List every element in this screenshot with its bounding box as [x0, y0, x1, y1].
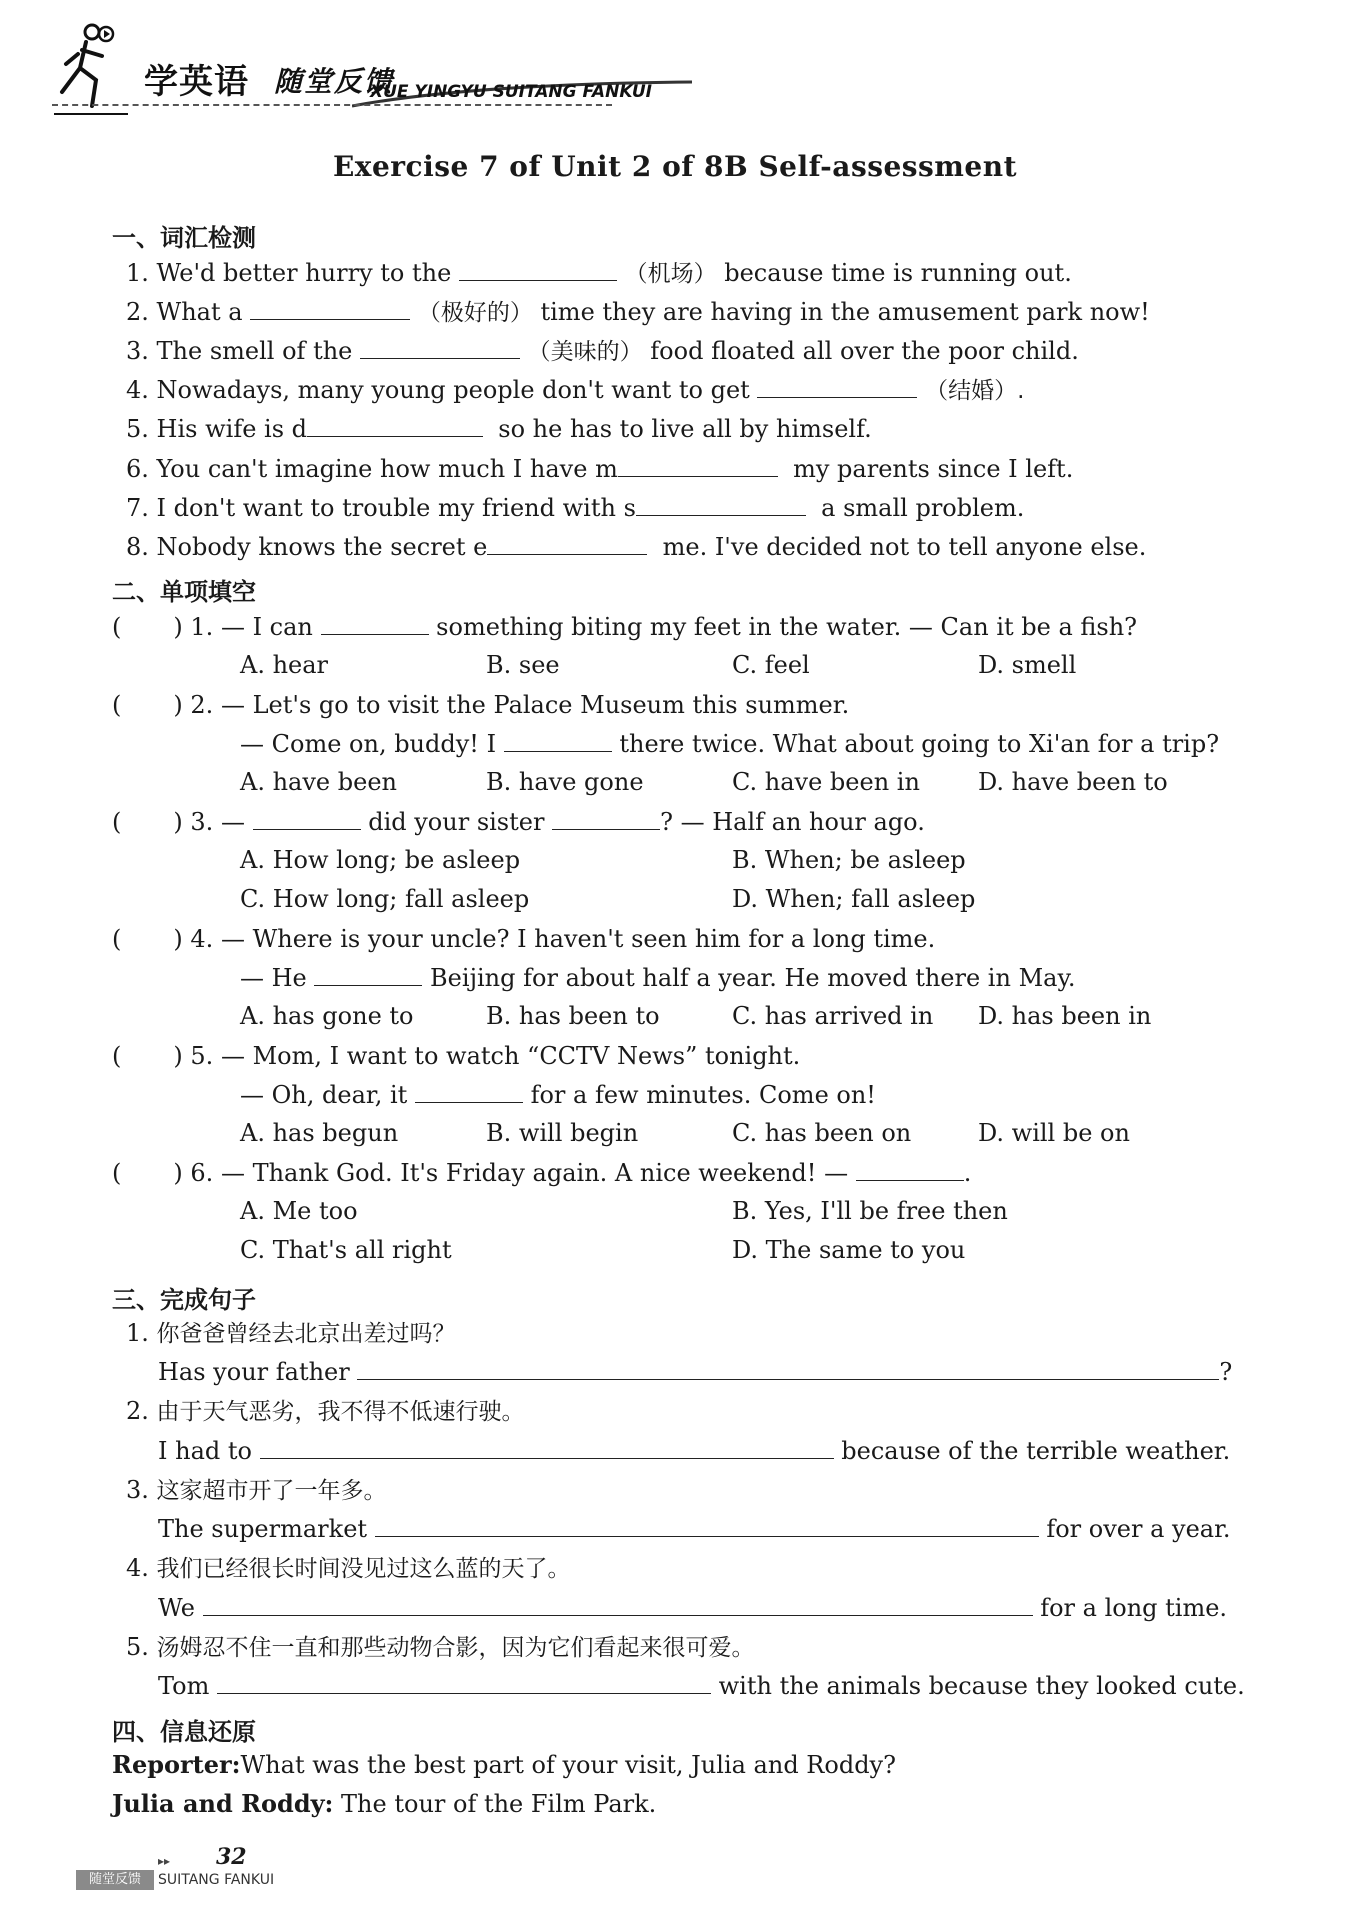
option-d: D. smell [978, 651, 1077, 679]
question-text: — Where is your uncle? I haven't seen him for a long time. [220, 925, 936, 953]
option-d: D. will be on [978, 1119, 1130, 1147]
item-text: The smell of the [156, 337, 353, 365]
complete-item-1-prompt [126, 1318, 456, 1349]
item-text: my parents since I left. [793, 455, 1074, 483]
option-c: C. has been on [732, 1119, 912, 1147]
question-text: something biting my feet in the water. — Can it be a fish? [436, 613, 1138, 641]
question-text: — Oh, dear, it [240, 1081, 408, 1109]
question-text: — [220, 808, 245, 836]
question-number: 4. [190, 925, 214, 953]
sentence-end: for a long time. [1040, 1594, 1228, 1622]
option-b: B. have gone [486, 768, 644, 796]
question-text: — Come on, buddy! I [240, 730, 497, 758]
item-text: a small problem. [821, 494, 1025, 522]
item-text: Nowadays, many young people don't want to get [156, 376, 750, 404]
chinese-hint: （结婚）. [925, 378, 1025, 404]
option-b: B. When; be asleep [732, 846, 966, 874]
complete-item-5-answer [158, 1671, 1245, 1701]
item-text: food floated all over the poor child. [650, 337, 1079, 365]
sentence-start: The supermarket [158, 1515, 368, 1543]
answer-paren-right[interactable]: ) [173, 925, 183, 953]
chinese-hint: （机场） [624, 261, 717, 287]
chinese-prompt: 我们已经很长时间没见过这么蓝的天了。 [156, 1556, 571, 1582]
question-text: . [963, 1159, 972, 1187]
mc-question-2 [112, 690, 849, 720]
sentence-start: I had to [158, 1437, 252, 1465]
item-number: 4. [126, 376, 149, 404]
item-text: We'd better hurry to the [156, 259, 452, 287]
complete-item-4-answer [158, 1593, 1227, 1623]
section-vocabulary-heading: 一、词汇检测 [112, 224, 256, 252]
item-text: time they are having in the amusement park now! [540, 298, 1150, 326]
item-text: You can't imagine how much I have m [156, 455, 618, 483]
answer-blank[interactable] [250, 297, 410, 320]
question-text: for a few minutes. Come on! [530, 1081, 876, 1109]
complete-item-5-prompt [126, 1632, 755, 1663]
question-text: — Thank God. It's Friday again. A nice weekend! — [220, 1159, 849, 1187]
brand-chinese-subtitle: 随堂反馈 [274, 65, 395, 98]
header-divider [52, 104, 612, 106]
complete-item-3-prompt [126, 1475, 387, 1506]
brand-pinyin-title: XUE YINGYU SUITANG FANKUI [370, 82, 653, 102]
answer-blank[interactable] [321, 612, 429, 635]
item-text: What a [156, 298, 243, 326]
vocab-item-3 [126, 336, 1079, 367]
option-c: C. have been in [732, 768, 920, 796]
answer-blank[interactable] [757, 375, 917, 398]
option-b: B. Yes, I'll be free then [732, 1197, 1008, 1225]
answer-blank[interactable] [636, 493, 806, 516]
answer-blank[interactable] [253, 807, 361, 830]
item-text: me. I've decided not to tell anyone else. [662, 533, 1147, 561]
item-number: 8. [126, 533, 149, 561]
mc-question-6 [112, 1158, 971, 1188]
complete-item-2-prompt [126, 1396, 525, 1427]
sentence-start: We [158, 1594, 195, 1622]
vocab-item-1 [126, 258, 1072, 289]
option-a: A. has begun [240, 1119, 399, 1147]
question-number: 2. [190, 691, 214, 719]
answer-paren-left[interactable]: ( [112, 925, 122, 953]
option-d: D. When; fall asleep [732, 885, 976, 913]
chinese-hint: （极好的） [417, 300, 533, 326]
option-c: C. That's all right [240, 1236, 452, 1264]
answer-paren-right[interactable]: ) [173, 1042, 183, 1070]
vocab-item-4 [126, 375, 1024, 406]
option-d: D. has been in [978, 1002, 1152, 1030]
mc-question-4-line-2 [240, 963, 1075, 993]
mc-question-4 [112, 924, 935, 954]
answer-blank[interactable] [504, 729, 612, 752]
mc-question-1 [112, 612, 1137, 642]
dialogue-line-1 [112, 1750, 896, 1780]
vocab-item-6 [126, 454, 1073, 484]
sentence-end: for over a year. [1046, 1515, 1231, 1543]
vocab-item-8 [126, 532, 1146, 562]
chinese-prompt: 由于天气恶劣，我不得不低速行驶。 [156, 1399, 525, 1425]
question-number: 6. [190, 1159, 214, 1187]
item-text: I don't want to trouble my friend with s [156, 494, 636, 522]
vocab-item-7 [126, 493, 1024, 523]
answer-blank[interactable] [375, 1514, 1039, 1537]
dialogue-text: What was the best part of your visit, Julia and Roddy? [240, 1751, 896, 1779]
complete-item-3-answer [158, 1514, 1231, 1544]
item-text: Nobody knows the secret e [156, 533, 488, 561]
section-complete-sentences-heading: 三、完成句子 [112, 1286, 256, 1314]
sentence-end: with the animals because they looked cute. [718, 1672, 1245, 1700]
answer-blank[interactable] [459, 258, 617, 281]
answer-paren-left[interactable]: ( [112, 613, 122, 641]
answer-blank[interactable] [856, 1158, 964, 1181]
complete-item-4-prompt [126, 1553, 571, 1584]
answer-paren-left[interactable]: ( [112, 808, 122, 836]
option-d: D. The same to you [732, 1236, 966, 1264]
question-text: — I can [220, 613, 313, 641]
speaker-name: Reporter: [112, 1750, 241, 1779]
option-a: A. have been [240, 768, 397, 796]
answer-blank[interactable] [260, 1436, 834, 1459]
item-number: 1. [126, 1319, 149, 1347]
question-number: 1. [190, 613, 214, 641]
question-text: did your sister [368, 808, 545, 836]
complete-item-2-answer [158, 1436, 1230, 1466]
footer-tag: 随堂反馈 [76, 1870, 154, 1890]
item-number: 3. [126, 337, 149, 365]
item-number: 6. [126, 455, 149, 483]
option-a: A. Me too [240, 1197, 358, 1225]
item-text: because time is running out. [724, 259, 1072, 287]
sentence-start: Tom [158, 1672, 210, 1700]
answer-blank[interactable] [552, 807, 660, 830]
answer-paren-left[interactable]: ( [112, 1159, 122, 1187]
mc-question-2-line-2 [240, 729, 1219, 759]
question-number: 5. [190, 1042, 214, 1070]
option-b: B. has been to [486, 1002, 660, 1030]
option-c: C. has arrived in [732, 1002, 934, 1030]
answer-blank[interactable] [307, 414, 483, 437]
item-number: 2. [126, 1397, 149, 1425]
item-number: 1. [126, 259, 149, 287]
item-number: 4. [126, 1554, 149, 1582]
complete-item-1-answer [158, 1357, 1232, 1387]
item-number: 5. [126, 1633, 149, 1661]
question-text: there twice. What about going to Xi'an for a trip? [619, 730, 1220, 758]
option-d: D. have been to [978, 768, 1168, 796]
option-c: C. feel [732, 651, 810, 679]
chinese-prompt: 汤姆忍不住一直和那些动物合影，因为它们看起来很可爱。 [156, 1635, 755, 1661]
option-a: A. has gone to [240, 1002, 414, 1030]
answer-blank[interactable] [357, 1357, 1219, 1380]
answer-paren-right[interactable]: ) [173, 808, 183, 836]
footer-arrows-icon: ▸▸ [158, 1854, 171, 1868]
chinese-prompt: 你爸爸曾经去北京出差过吗？ [156, 1321, 456, 1347]
answer-blank[interactable] [314, 963, 422, 986]
chinese-prompt: 这家超市开了一年多。 [156, 1478, 387, 1504]
option-c: C. How long; fall asleep [240, 885, 530, 913]
sentence-end: because of the terrible weather. [841, 1437, 1231, 1465]
brand-chinese-title: 学英语 [144, 62, 249, 102]
item-number: 3. [126, 1476, 149, 1504]
answer-blank[interactable] [360, 336, 520, 359]
answer-paren-right[interactable]: ) [173, 1159, 183, 1187]
answer-blank[interactable] [203, 1593, 1033, 1616]
answer-paren-left[interactable]: ( [112, 1042, 122, 1070]
footer-tag-english: SUITANG FANKUI [158, 1872, 275, 1888]
answer-blank[interactable] [618, 454, 778, 477]
answer-blank[interactable] [487, 532, 647, 555]
mc-question-5 [112, 1041, 800, 1071]
dialogue-line-2 [112, 1789, 656, 1819]
page-number: 32 [216, 1844, 247, 1870]
option-b: B. see [486, 651, 560, 679]
item-text: His wife is d [156, 415, 308, 443]
question-text: ? — Half an hour ago. [660, 808, 925, 836]
chinese-hint: （美味的） [527, 339, 643, 365]
item-number: 5. [126, 415, 149, 443]
section-multiple-choice-heading: 二、单项填空 [112, 578, 256, 606]
question-text: — He [240, 964, 307, 992]
sentence-start: Has your father [158, 1358, 350, 1386]
answer-paren-right[interactable]: ) [173, 613, 183, 641]
answer-blank[interactable] [217, 1671, 711, 1694]
page-title: Exercise 7 of Unit 2 of 8B Self-assessment [332, 150, 1018, 183]
section-information-restore-heading: 四、信息还原 [112, 1718, 256, 1746]
item-text: so he has to live all by himself. [498, 415, 872, 443]
answer-blank[interactable] [415, 1080, 523, 1103]
question-text: Beijing for about half a year. He moved there in May. [430, 964, 1076, 992]
question-text: — Mom, I want to watch “CCTV News” tonight. [220, 1042, 801, 1070]
option-b: B. will begin [486, 1119, 639, 1147]
vocab-item-5 [126, 414, 872, 444]
answer-paren-left[interactable]: ( [112, 691, 122, 719]
option-a: A. hear [240, 651, 329, 679]
mc-question-5-line-2 [240, 1080, 876, 1110]
item-number: 2. [126, 298, 149, 326]
question-number: 3. [190, 808, 214, 836]
speaker-name: Julia and Roddy: [112, 1789, 334, 1818]
dialogue-text: The tour of the Film Park. [341, 1790, 657, 1818]
sentence-end: ? [1219, 1358, 1233, 1386]
question-text: — Let's go to visit the Palace Museum this summer. [220, 691, 850, 719]
answer-paren-right[interactable]: ) [173, 691, 183, 719]
option-a: A. How long; be asleep [240, 846, 521, 874]
item-number: 7. [126, 494, 149, 522]
mc-question-3 [112, 807, 925, 837]
vocab-item-2 [126, 297, 1150, 328]
